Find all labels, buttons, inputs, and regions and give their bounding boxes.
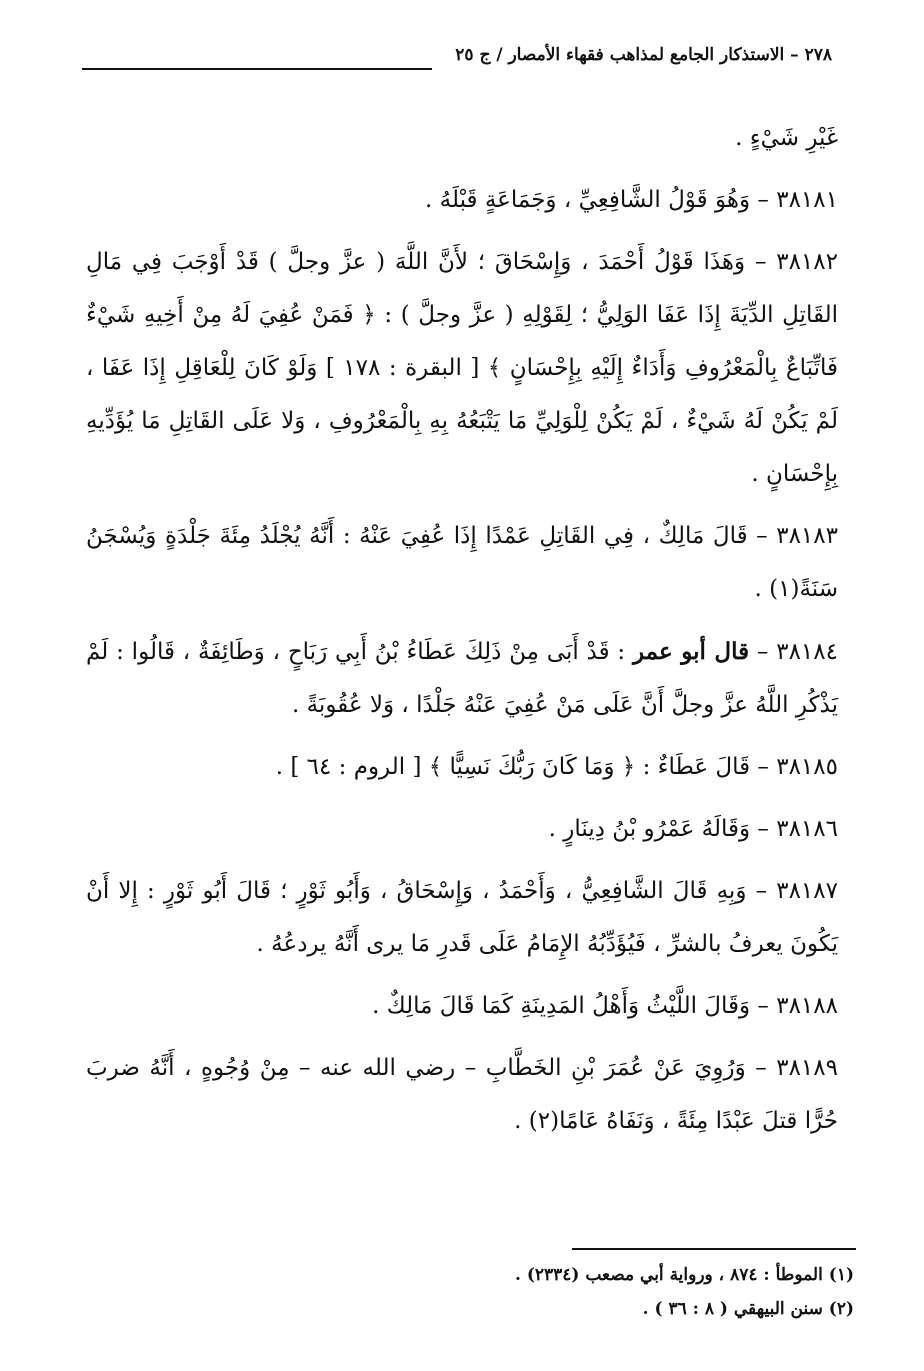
paragraph-38182: ٣٨١٨٢ – وَهَذَا قَوْلُ أَحْمَدَ ، وَإِسْحَاقَ ؛ لأَنَّ اللَّهَ ( عزَّ وجلَّ ) قَدْ أَوْجَبَ فِي مَالِ القَاتِلِ الدِّيَةَ إِذَا عَفَا الوَلِيُّ ؛ لِقَوْلِهِ ( عزَّ وجلَّ ) : ﴿ فَمَنْ عُفِيَ لَهُ مِنْ أَخِيهِ شَيْءٌ فَاتِّبَاعٌ بِالْمَعْرُوفِ وَأَدَاءٌ إِلَيْهِ بِإِحْسَانٍ ﴾ [ البقرة : ١٧٨ ] وَلَوْ كَانَ لِلْعَاقِلِ إِذَا عَفَا ، لَمْ يَكُنْ لَهُ شَيْءٌ ، لَمْ يَكُنْ لِلْوَلِيِّ مَا يَتْبَعُهُ بِهِ بِالْمَعْرُوفِ ، وَلا عَلَى القَاتِلِ مَا يُؤَدِّيهِ بِإِحْسَانٍ . (86, 249, 838, 487)
running-header: ٢٧٨ – الاستذكار الجامع لمذاهب فقهاء الأمصار / ج ٢٥ (455, 45, 832, 65)
footnotes (94, 1258, 854, 1326)
paragraph-38183: ٣٨١٨٣ – قَالَ مَالِكٌ ، فِي القَاتِلِ عَمْدًا إِذَا عُفِيَ عَنْهُ : أَنَّهُ يُجْلَدُ مِئَةَ جَلْدَةٍ وَيُسْجَنُ سَنَةً(١) . (86, 523, 838, 602)
footnote-1: (١) الموطأ : ٨٧٤ ، ورواية أبي مصعب (٢٣٣٤) . (514, 1265, 854, 1285)
paragraph-number: ٣٨١٨٤ – (756, 639, 838, 665)
paragraph-continuation: غَيْرِ شَيْءٍ . (735, 125, 838, 151)
paragraph-38188: ٣٨١٨٨ – وَقَالَ اللَّيْثُ وَأَهْلُ المَدِينَةِ كَمَا قَالَ مَالِكٌ . (372, 993, 838, 1019)
main-text (86, 112, 838, 1157)
paragraph-38181: ٣٨١٨١ – وَهُوَ قَوْلُ الشَّافِعِيِّ ، وَجَمَاعَةٍ قَبْلَهُ . (425, 187, 838, 213)
paragraph-38186: ٣٨١٨٦ – وَقَالَهُ عَمْرُو بْنُ دِينَارٍ . (548, 816, 838, 842)
paragraph-38189: ٣٨١٨٩ – وَرُوِيَ عَنْ عُمَرَ بْنِ الخَطَّابِ – رضي الله عنه – مِنْ وُجُوهٍ ، أَنَّهُ ضربَ حُرًّا قتلَ عَبْدًا مِئَةً ، وَنَفَاهُ عَامًا(٢) . (86, 1055, 838, 1134)
header-rule (82, 68, 432, 70)
speaker-name: قال أبو عمر (632, 638, 750, 665)
paragraph-38184 (86, 625, 838, 732)
paragraph-38185: ٣٨١٨٥ – قَالَ عَطَاءٌ : ﴿ وَمَا كَانَ رَبُّكَ نَسِيًّا ﴾ [ الروم : ٦٤ ] . (275, 754, 838, 780)
paragraph-text: : قَدْ أَبَى مِنْ ذَلِكَ عَطَاءُ بْنُ أَبِي رَبَاحٍ ، وَطَائِفَةٌ ، قَالُوا : لَمْ يَذْكُرِ اللَّهُ عزَّ وجلَّ أَنَّ عَلَى مَنْ عُفِيَ عَنْهُ جَلْدًا ، وَلا عُقُوبَةً . (86, 639, 838, 718)
footnote-2: (٢) سنن البيهقي ( ٨ : ٣٦ ) . (642, 1299, 854, 1319)
footnote-rule (572, 1248, 856, 1250)
paragraph-38187: ٣٨١٨٧ – وَبِهِ قَالَ الشَّافِعِيُّ ، وَأَحْمَدُ ، وَإِسْحَاقُ ، وَأَبُو ثَوْرٍ ؛ قَالَ أَبُو ثَوْرٍ : إِلا أَنْ يَكُونَ يعرفُ بالشرِّ ، فَيُؤَدِّبُهُ الإِمَامُ عَلَى قَدرِ مَا يرى أَنَّهُ يردعُهُ . (86, 878, 838, 957)
